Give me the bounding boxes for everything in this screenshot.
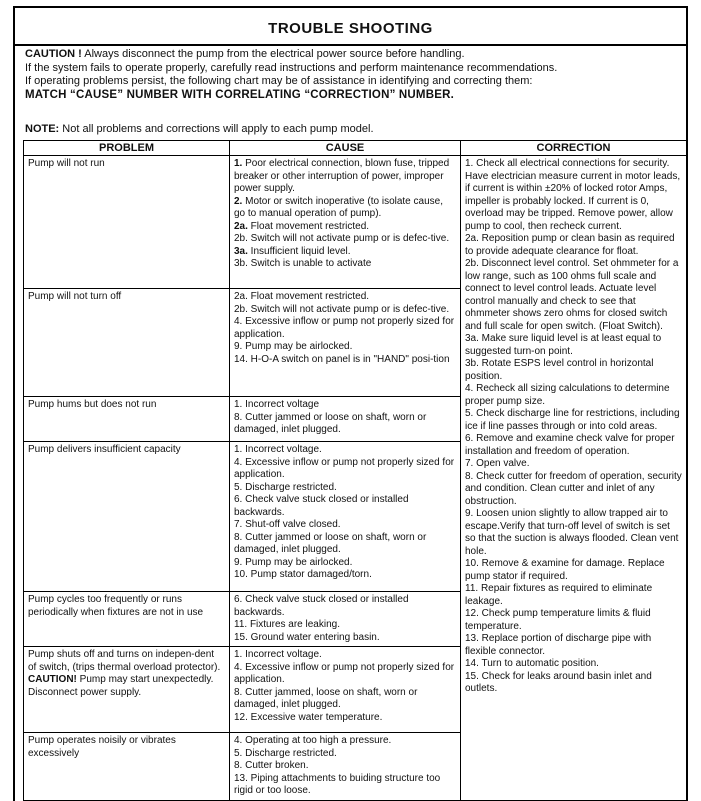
- correction-item: 11. Repair fixtures as required to eliminate leakage.: [465, 583, 653, 607]
- cause-cell: [230, 442, 461, 592]
- cause-cell: [230, 592, 461, 647]
- cause-text: 5. Discharge restricted.: [234, 747, 337, 759]
- cause-text: Insufficient liquid level.: [247, 245, 351, 257]
- cause-text: 1. Incorrect voltage.: [234, 444, 322, 455]
- cause-item: [234, 233, 456, 246]
- cause-item: [234, 773, 456, 798]
- problem-caution-label: CAUTION!: [28, 674, 77, 685]
- cause-item: [234, 444, 456, 457]
- cause-item: [234, 457, 456, 482]
- troubleshooting-table: [23, 140, 687, 801]
- cause-text: 10. Pump stator damaged/torn.: [234, 569, 372, 580]
- cause-item: [234, 632, 456, 645]
- correction-item: 3a. Make sure liquid level is at least equal to suggested turn-on point.: [465, 333, 662, 357]
- cause-item: [234, 569, 456, 582]
- cause-text: 8. Cutter jammed or loose on shaft, worn or damaged, inlet plugged.: [234, 411, 427, 435]
- cause-text: 9. Pump may be airlocked.: [234, 556, 353, 568]
- problem-cell: [24, 592, 230, 647]
- problem-cell: [24, 647, 230, 733]
- intro-line-3: If operating problems persist, the following chart may be of assistance in identifying and correcting them:: [25, 75, 533, 87]
- cause-item: [234, 619, 456, 632]
- cause-number: 1.: [234, 158, 243, 169]
- header-cause: CAUSE: [230, 141, 461, 156]
- correction-item: 9. Loosen union slightly to allow trapped air to escape.Verify that turn-off level of switch is set so that the suction is always flooded. Clean vent hole.: [465, 508, 679, 557]
- problem-text: Pump hums but does not run: [28, 399, 157, 410]
- cause-item: [234, 494, 456, 519]
- correction-item: 14. Turn to automatic position.: [465, 658, 599, 669]
- header-problem: PROBLEM: [24, 141, 230, 156]
- problem-cell: [24, 733, 230, 801]
- cause-text: 6. Check valve stuck closed or installed backwards.: [234, 494, 409, 518]
- correction-item: 2b. Disconnect level control. Set ohmmeter for a low range, such as 100 ohms full scale and connect to level control leads. Actuate level control manually and check to see that ohmmeter shows zero ohms for closed switch and full scale for open switch. (Float Switch).: [465, 258, 679, 332]
- cause-number: 3a.: [234, 245, 248, 257]
- cause-text: 1. Incorrect voltage.: [234, 649, 322, 660]
- cause-text: 2a. Float movement restricted.: [234, 291, 370, 302]
- cause-cell: [230, 647, 461, 733]
- correction-item: 6. Remove and examine check valve for proper installation and freedom of operation.: [465, 433, 675, 457]
- cause-item: [234, 662, 456, 687]
- cause-item: [234, 687, 456, 712]
- cause-item: [234, 196, 456, 221]
- cause-text: 4. Operating at too high a pressure.: [234, 735, 392, 746]
- cause-item: [234, 519, 456, 532]
- cause-item: [234, 412, 456, 437]
- note-text: Not all problems and corrections will apply to each pump model.: [59, 123, 374, 135]
- problem-cell: [24, 156, 230, 289]
- cause-item: [234, 712, 456, 725]
- cause-cell: [230, 289, 461, 397]
- cause-text: 11. Fixtures are leaking.: [234, 619, 340, 630]
- problem-text: Pump cycles too frequently or runs periodically when fixtures are not in use: [28, 594, 204, 618]
- cause-item: [234, 341, 456, 354]
- problem-cell: [24, 289, 230, 397]
- cause-item: [234, 532, 456, 557]
- header-correction: CORRECTION: [461, 141, 687, 156]
- cause-item: [234, 304, 456, 317]
- cause-item: [234, 557, 456, 570]
- cause-text: 14. H-O-A switch on panel is in "HAND" posi-tion: [234, 353, 450, 365]
- cause-item: [234, 291, 456, 304]
- title-divider: [15, 44, 686, 46]
- cause-item: [234, 735, 456, 748]
- correction-cell: [461, 156, 687, 801]
- problem-text: Pump will not run: [28, 158, 105, 169]
- note-line: [25, 123, 374, 135]
- cause-item: [234, 649, 456, 662]
- cause-item: [234, 258, 456, 271]
- correction-item: 10. Remove & examine for damage. Replace pump stator if required.: [465, 558, 665, 582]
- cause-number: 2a.: [234, 220, 248, 232]
- cause-text: 4. Excessive inflow or pump not properly sized for application.: [234, 456, 455, 480]
- problem-cell: [24, 442, 230, 592]
- table-header-row: [24, 141, 687, 156]
- caution-text: Always disconnect the pump from the electrical power source before handling.: [81, 48, 465, 60]
- cause-cell: [230, 156, 461, 289]
- cause-text: 12. Excessive water temperature.: [234, 711, 383, 723]
- problem-text: Pump shuts off and turns on indepen-dent of switch, (trips thermal overload protector).: [28, 649, 221, 673]
- cause-text: 1. Incorrect voltage: [234, 399, 320, 410]
- correction-item: 5. Check discharge line for restrictions, including ice if line passes through or into cold areas.: [465, 408, 680, 432]
- cause-cell: [230, 397, 461, 442]
- cause-text: Poor electrical connection, blown fuse, tripped breaker or other interruption of power, improper power supply.: [234, 158, 450, 194]
- cause-item: [234, 482, 456, 495]
- cause-text: 4. Excessive inflow or pump not properly sized for application.: [234, 661, 455, 685]
- cause-text: 2b. Switch will not activate pump or is defec-tive.: [234, 233, 450, 244]
- intro-line-2: If the system fails to operate properly, carefully read instructions and perform maintenance recommendations.: [25, 61, 558, 74]
- problem-text: Pump delivers insufficient capacity: [28, 444, 181, 455]
- cause-text: 7. Shut-off valve closed.: [234, 519, 341, 530]
- cause-item: [234, 748, 456, 761]
- cause-text: 6. Check valve stuck closed or installed backwards.: [234, 594, 409, 618]
- correction-item: 15. Check for leaks around basin inlet and outlets.: [465, 670, 652, 694]
- correction-item: 1. Check all electrical connections for security. Have electrician measure current in motor leads, if current is within ±20% of locked rotor Amps, impeller is probably locked. If current is 0, overload may be tripped. Remove power, allow pump to cool, then recheck current.: [465, 158, 681, 232]
- cause-text: 9. Pump may be airlocked.: [234, 341, 353, 352]
- cause-item: [234, 594, 456, 619]
- cause-text: 8. Cutter jammed, loose on shaft, worn or damaged, inlet plugged.: [234, 686, 418, 710]
- cause-item: [234, 316, 456, 341]
- cause-item: [234, 246, 456, 259]
- correction-item: 12. Check pump temperature limits & fluid temperature.: [465, 608, 651, 632]
- problem-text: Pump may start unexpectedly. Disconnect power supply.: [28, 674, 214, 698]
- correction-item: 4. Recheck all sizing calculations to determine proper pump size.: [465, 383, 670, 407]
- cause-item: [234, 399, 456, 412]
- table-row: [24, 156, 687, 289]
- cause-item: [234, 158, 456, 196]
- correction-item: 13. Replace portion of discharge pipe with flexible connector.: [465, 633, 652, 657]
- problem-cell: [24, 397, 230, 442]
- cause-item: [234, 760, 456, 773]
- problem-text: Pump will not turn off: [28, 291, 122, 302]
- cause-text: 4. Excessive inflow or pump not properly sized for application.: [234, 316, 455, 340]
- correction-item: 8. Check cutter for freedom of operation, security and condition. Clean cutter and inlet of any obstruction.: [465, 470, 682, 507]
- caution-label: CAUTION !: [25, 48, 82, 60]
- caution-line: [25, 48, 675, 62]
- document-frame: [13, 6, 688, 801]
- cause-text: 2b. Switch will not activate pump or is defec-tive.: [234, 303, 450, 315]
- cause-cell: [230, 733, 461, 801]
- cause-text: 3b. Switch is unable to activate: [234, 258, 372, 269]
- intro-block: [25, 48, 675, 102]
- cause-item: [234, 221, 456, 234]
- correction-item: 2a. Reposition pump or clean basin as required to provide adequate clearance for float.: [465, 233, 675, 257]
- problem-text: Pump operates noisily or vibrates excessively: [28, 735, 176, 759]
- match-instruction: MATCH “CAUSE” NUMBER WITH CORRELATING “CORRECTION” NUMBER.: [25, 88, 454, 101]
- note-label: NOTE:: [25, 123, 60, 135]
- cause-number: 2.: [234, 195, 243, 207]
- cause-text: Motor or switch inoperative (to isolate cause, go to manual operation of pump).: [234, 195, 443, 219]
- cause-text: 8. Cutter broken.: [234, 760, 309, 771]
- cause-text: Float movement restricted.: [247, 220, 370, 232]
- table-body: [24, 156, 687, 801]
- correction-item: 3b. Rotate ESPS level control in horizontal position.: [465, 358, 654, 382]
- cause-text: 5. Discharge restricted.: [234, 481, 337, 493]
- correction-item: 7. Open valve.: [465, 458, 530, 469]
- cause-text: 8. Cutter jammed or loose on shaft, worn or damaged, inlet plugged.: [234, 531, 427, 555]
- cause-text: 15. Ground water entering basin.: [234, 631, 380, 643]
- page-title: TROUBLE SHOOTING: [268, 20, 433, 37]
- cause-text: 13. Piping attachments to buiding structure too rigid or too loose.: [234, 772, 441, 796]
- cause-item: [234, 354, 456, 367]
